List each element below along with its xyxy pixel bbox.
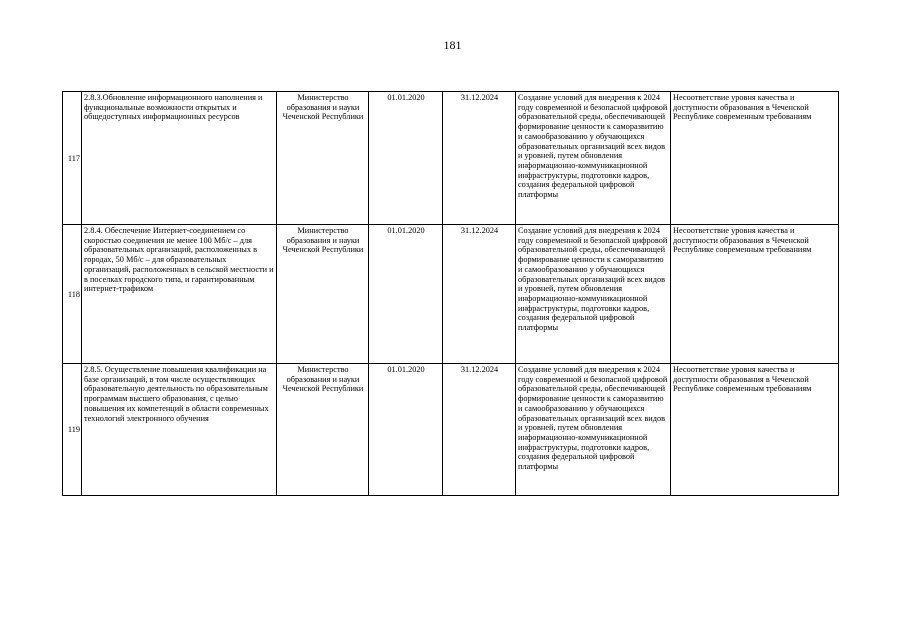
expected-result-cell: Создание условий для внедрения к 2024 году современной и безопасной цифровой образовательной среды, обеспечивающей формирование ценности к саморазвитию и самообразованию у обучающихся образовательных организаций всех видов и уровней, путем обновления информационно-коммуникационной инфраструктуры, подготовки кадров, создания федеральной цифровой платформы: [516, 92, 671, 225]
measures-table: [62, 91, 839, 496]
row-number-cell: 117: [63, 92, 82, 225]
risk-cell: Несоответствие уровня качества и доступности образования в Чеченской Республике современным требованиям: [671, 225, 839, 364]
expected-result-cell: Создание условий для внедрения к 2024 году современной и безопасной цифровой образовательной среды, обеспечивающей формирование ценности к саморазвитию и самообразованию у обучающихся образовательных организаций всех видов и уровней, путем обновления информационно-коммуникационной инфраструктуры, подготовки кадров, создания федеральной цифровой платформы: [516, 225, 671, 364]
measure-name-cell: 2.8.4. Обеспечение Интернет-соединением со скоростью соединения не менее 100 Мб/с – для образовательных организаций, расположенных в городах, 50 Мб/с – для образовательных организаций, расположенных в сельской местности и в поселках городского типа, и гарантированным интернет-трафиком: [82, 225, 277, 364]
risk-cell: Несоответствие уровня качества и доступности образования в Чеченской Республике современным требованиям: [671, 92, 839, 225]
start-date-cell: 01.01.2020: [369, 225, 443, 364]
measure-name-cell: 2.8.3.Обновление информационного наполнения и функциональные возможности открытых и общедоступных информационных ресурсов: [82, 92, 277, 225]
end-date-cell: 31.12.2024: [443, 225, 516, 364]
risk-cell: Несоответствие уровня качества и доступности образования в Чеченской Республике современным требованиям: [671, 364, 839, 496]
row-number-cell: 118: [63, 225, 82, 364]
expected-result-cell: Создание условий для внедрения к 2024 году современной и безопасной цифровой образовательной среды, обеспечивающей формирование ценности к саморазвитию и самообразованию у обучающихся образовательных организаций всех видов и уровней, путем обновления информационно-коммуникационной инфраструктуры, подготовки кадров, создания федеральной цифровой платформы: [516, 364, 671, 496]
executor-cell: Министерство образования и науки Чеченской Республики: [277, 364, 369, 496]
start-date-cell: 01.01.2020: [369, 92, 443, 225]
table-row: [63, 364, 839, 496]
page-number: 181: [443, 38, 462, 52]
end-date-cell: 31.12.2024: [443, 92, 516, 225]
executor-cell: Министерство образования и науки Чеченской Республики: [277, 225, 369, 364]
executor-cell: Министерство образования и науки Чеченской Республики: [277, 92, 369, 225]
table-row: [63, 225, 839, 364]
measure-name-cell: 2.8.5. Осуществление повышения квалификации на базе организаций, в том числе осуществляющих образовательную деятельность по образовательным программам высшего образования, с целью повышения их компетенций в области современных технологий электронного обучения: [82, 364, 277, 496]
end-date-cell: 31.12.2024: [443, 364, 516, 496]
table-row: [63, 92, 839, 225]
start-date-cell: 01.01.2020: [369, 364, 443, 496]
row-number-cell: 119: [63, 364, 82, 496]
